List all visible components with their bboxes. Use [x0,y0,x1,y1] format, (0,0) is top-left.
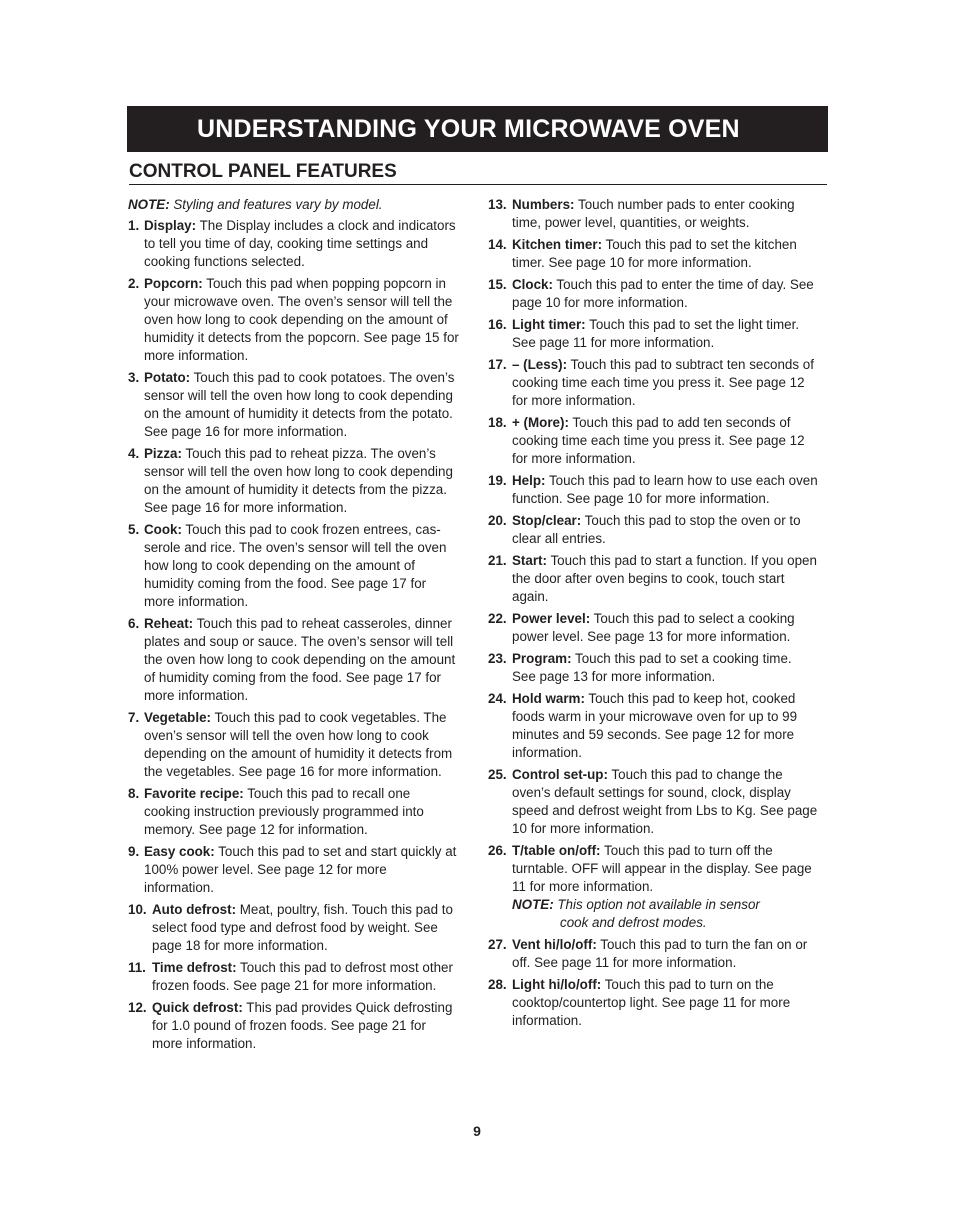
feature-item-hold-warm [488,690,818,762]
feature-item-popcorn [128,275,460,365]
item-text: Touch this pad to cook vegetables. The oven’s sensor will tell the oven how long to cook depending on the amount of humidity it detects from the vegetables. See page 16 for more information. [144,710,453,779]
item-text: Touch this pad to set a cooking time. See page 13 for more information. [512,651,792,684]
item-text: Touch this pad when popping popcorn in your microwave oven. The oven’s sensor will tell the oven how long to cook depending on the amount of humidity it detects from the popcorn. See page 15 for more information. [144,276,459,363]
item-label: Time defrost: [152,960,237,975]
item-label: Auto defrost: [152,902,237,917]
item-number: 25. [488,767,507,782]
item-number: 2. [128,276,140,291]
turntable-note-line1: This option not available in sensor [553,897,760,912]
item-label: Hold warm: [512,691,585,706]
item-text: Touch this pad to change the oven’s default settings for sound, clock, display speed and defrost weight from Lbs to Kg. See page 10 for more information. [512,767,818,836]
item-number: 20. [488,513,507,528]
item-label: T/table on/off: [512,843,601,858]
feature-item-auto-defrost [128,901,460,955]
item-text: Meat, poultry, fish. Touch this pad to select food type and defrost food by weight. See page 18 for more information. [152,902,453,953]
item-label: Popcorn: [144,276,203,291]
page-number: 9 [473,1123,481,1139]
section-title: CONTROL PANEL FEATURES [129,160,827,185]
feature-item-program [488,650,818,686]
feature-item-vegetable [128,709,460,781]
item-number: 4. [128,446,140,461]
item-number: 1. [128,218,140,233]
item-number: 19. [488,473,507,488]
feature-item-more [488,414,818,468]
item-label: Stop/clear: [512,513,582,528]
item-label: Pizza: [144,446,182,461]
item-text: Touch this pad to defrost most other frozen foods. See page 21 for more information. [152,960,453,993]
item-text: Touch this pad to turn on the cooktop/countertop light. See page 11 for more information. [512,977,791,1028]
item-text: Touch this pad to select a cooking power level. See page 13 for more information. [512,611,795,644]
feature-item-quick-defrost [128,999,460,1053]
item-number: 5. [128,522,140,537]
page-banner [127,106,828,152]
item-label: + (More): [512,415,569,430]
item-label: Display: [144,218,197,233]
item-label: Quick defrost: [152,1000,243,1015]
item-label: Vent hi/lo/off: [512,937,597,952]
item-number: 17. [488,357,507,372]
feature-item-clock [488,276,818,312]
item-number: 24. [488,691,507,706]
item-text: Touch this pad to keep hot, cooked foods warm in your microwave oven for up to 99 minutes and 59 seconds. See page 12 for more information. [512,691,798,760]
item-number: 27. [488,937,507,952]
feature-item-stop-clear [488,512,818,548]
feature-item-light [488,976,818,1030]
item-label: – (Less): [512,357,568,372]
item-label: Reheat: [144,616,194,631]
item-label: Favorite recipe: [144,786,244,801]
feature-item-cook [128,521,460,611]
feature-item-kitchen-timer [488,236,818,272]
item-label: Program: [512,651,572,666]
item-label: Numbers: [512,197,575,212]
feature-item-help [488,472,818,508]
feature-item-start [488,552,818,606]
item-text: Touch number pads to enter cooking time, power level, quantities, or weights. [512,197,795,230]
feature-item-reheat [128,615,460,705]
item-label: Kitchen timer: [512,237,603,252]
item-number: 21. [488,553,507,568]
turntable-note [512,896,818,932]
item-number: 15. [488,277,507,292]
item-number: 26. [488,843,507,858]
item-text: Touch this pad to recall one cooking instruction previously programmed into memory. See page 12 for information. [144,786,424,837]
item-label: Easy cook: [144,844,215,859]
item-text: This pad provides Quick defrosting for 1.0 pound of frozen foods. See page 21 for more information. [152,1000,453,1051]
item-number: 3. [128,370,140,385]
feature-item-turntable [488,842,818,932]
feature-item-time-defrost [128,959,460,995]
item-label: Start: [512,553,547,568]
item-number: 28. [488,977,507,992]
note-text: Styling and features vary by model. [169,197,383,212]
feature-item-numbers [488,196,818,232]
item-text: Touch this pad to subtract ten seconds of cooking time each time you press it. See page 12 for more information. [512,357,814,408]
item-number: 8. [128,786,140,801]
item-text: Touch this pad to turn off the turntable. OFF will appear in the display. See page 11 for more information. [512,843,812,894]
item-text: Touch this pad to add ten seconds of cooking time each time you press it. See page 12 for more information. [512,415,805,466]
turntable-note-line2: cook and defrost modes. [560,915,707,930]
item-number: 18. [488,415,507,430]
feature-item-light-timer [488,316,818,352]
feature-item-power-level [488,610,818,646]
item-label: Vegetable: [144,710,211,725]
item-label: Power level: [512,611,591,626]
right-column [488,196,818,1034]
item-number: 23. [488,651,507,666]
feature-item-pizza [128,445,460,517]
item-text: Touch this pad to set the light timer. See page 11 for more information. [512,317,800,350]
item-number: 10. [128,902,147,917]
item-text: Touch this pad to set the kitchen timer. See page 10 for more information. [512,237,797,270]
feature-item-easy-cook [128,843,460,897]
item-text: Touch this pad to reheat pizza. The oven’s sensor will tell the oven how long to cook depending on the amount of humidity it detects from the pizza. See page 16 for more information. [144,446,453,515]
item-text: The Display includes a clock and indicators to tell you time of day, cooking time settings and cooking functions selected. [144,218,456,269]
item-label: Light timer: [512,317,586,332]
item-number: 22. [488,611,507,626]
item-text: Touch this pad to learn how to use each oven function. See page 10 for more information. [512,473,818,506]
item-label: Help: [512,473,546,488]
item-number: 7. [128,710,140,725]
feature-item-less [488,356,818,410]
feature-item-potato [128,369,460,441]
item-text: Touch this pad to enter the time of day. See page 10 for more information. [512,277,814,310]
item-text: Touch this pad to stop the oven or to clear all entries. [512,513,801,546]
item-number: 12. [128,1000,147,1015]
item-number: 14. [488,237,507,252]
item-number: 13. [488,197,507,212]
feature-item-control-setup [488,766,818,838]
item-text: Touch this pad to set and start quickly at 100% power level. See page 12 for more information. [144,844,457,895]
item-text: Touch this pad to reheat casseroles, dinner plates and soup or sauce. The oven’s sensor will tell the oven how long to cook depending on the amount of humidity coming from the food. See page 17 for more information. [144,616,456,703]
item-text: Touch this pad to cook frozen entrees, casserole and rice. The oven’s sensor will tell the oven how long to cook depending on the amount of humidity coming from the food. See page 17 for more information. [144,522,447,609]
note-label: NOTE: [128,197,170,212]
item-number: 6. [128,616,140,631]
styling-note [128,196,460,214]
banner-title: UNDERSTANDING YOUR MICROWAVE OVEN [197,114,740,143]
feature-item-vent [488,936,818,972]
feature-item-display [128,217,460,271]
item-label: Cook: [144,522,182,537]
item-text: Touch this pad to turn the fan on or off. See page 11 for more information. [512,937,808,970]
item-number: 9. [128,844,140,859]
item-text: Touch this pad to cook potatoes. The oven’s sensor will tell the oven how long to cook depending on the amount of humidity it detects from the potato. See page 16 for more information. [144,370,455,439]
item-text: Touch this pad to start a function. If you open the door after oven begins to cook, touch start again. [512,553,817,604]
feature-item-favorite-recipe [128,785,460,839]
item-number: 16. [488,317,507,332]
item-label: Control set-up: [512,767,608,782]
turntable-note-label: NOTE: [512,897,554,912]
item-label: Clock: [512,277,553,292]
item-label: Potato: [144,370,191,385]
item-label: Light hi/lo/off: [512,977,602,992]
left-column [128,196,460,1057]
item-number: 11. [128,960,146,975]
